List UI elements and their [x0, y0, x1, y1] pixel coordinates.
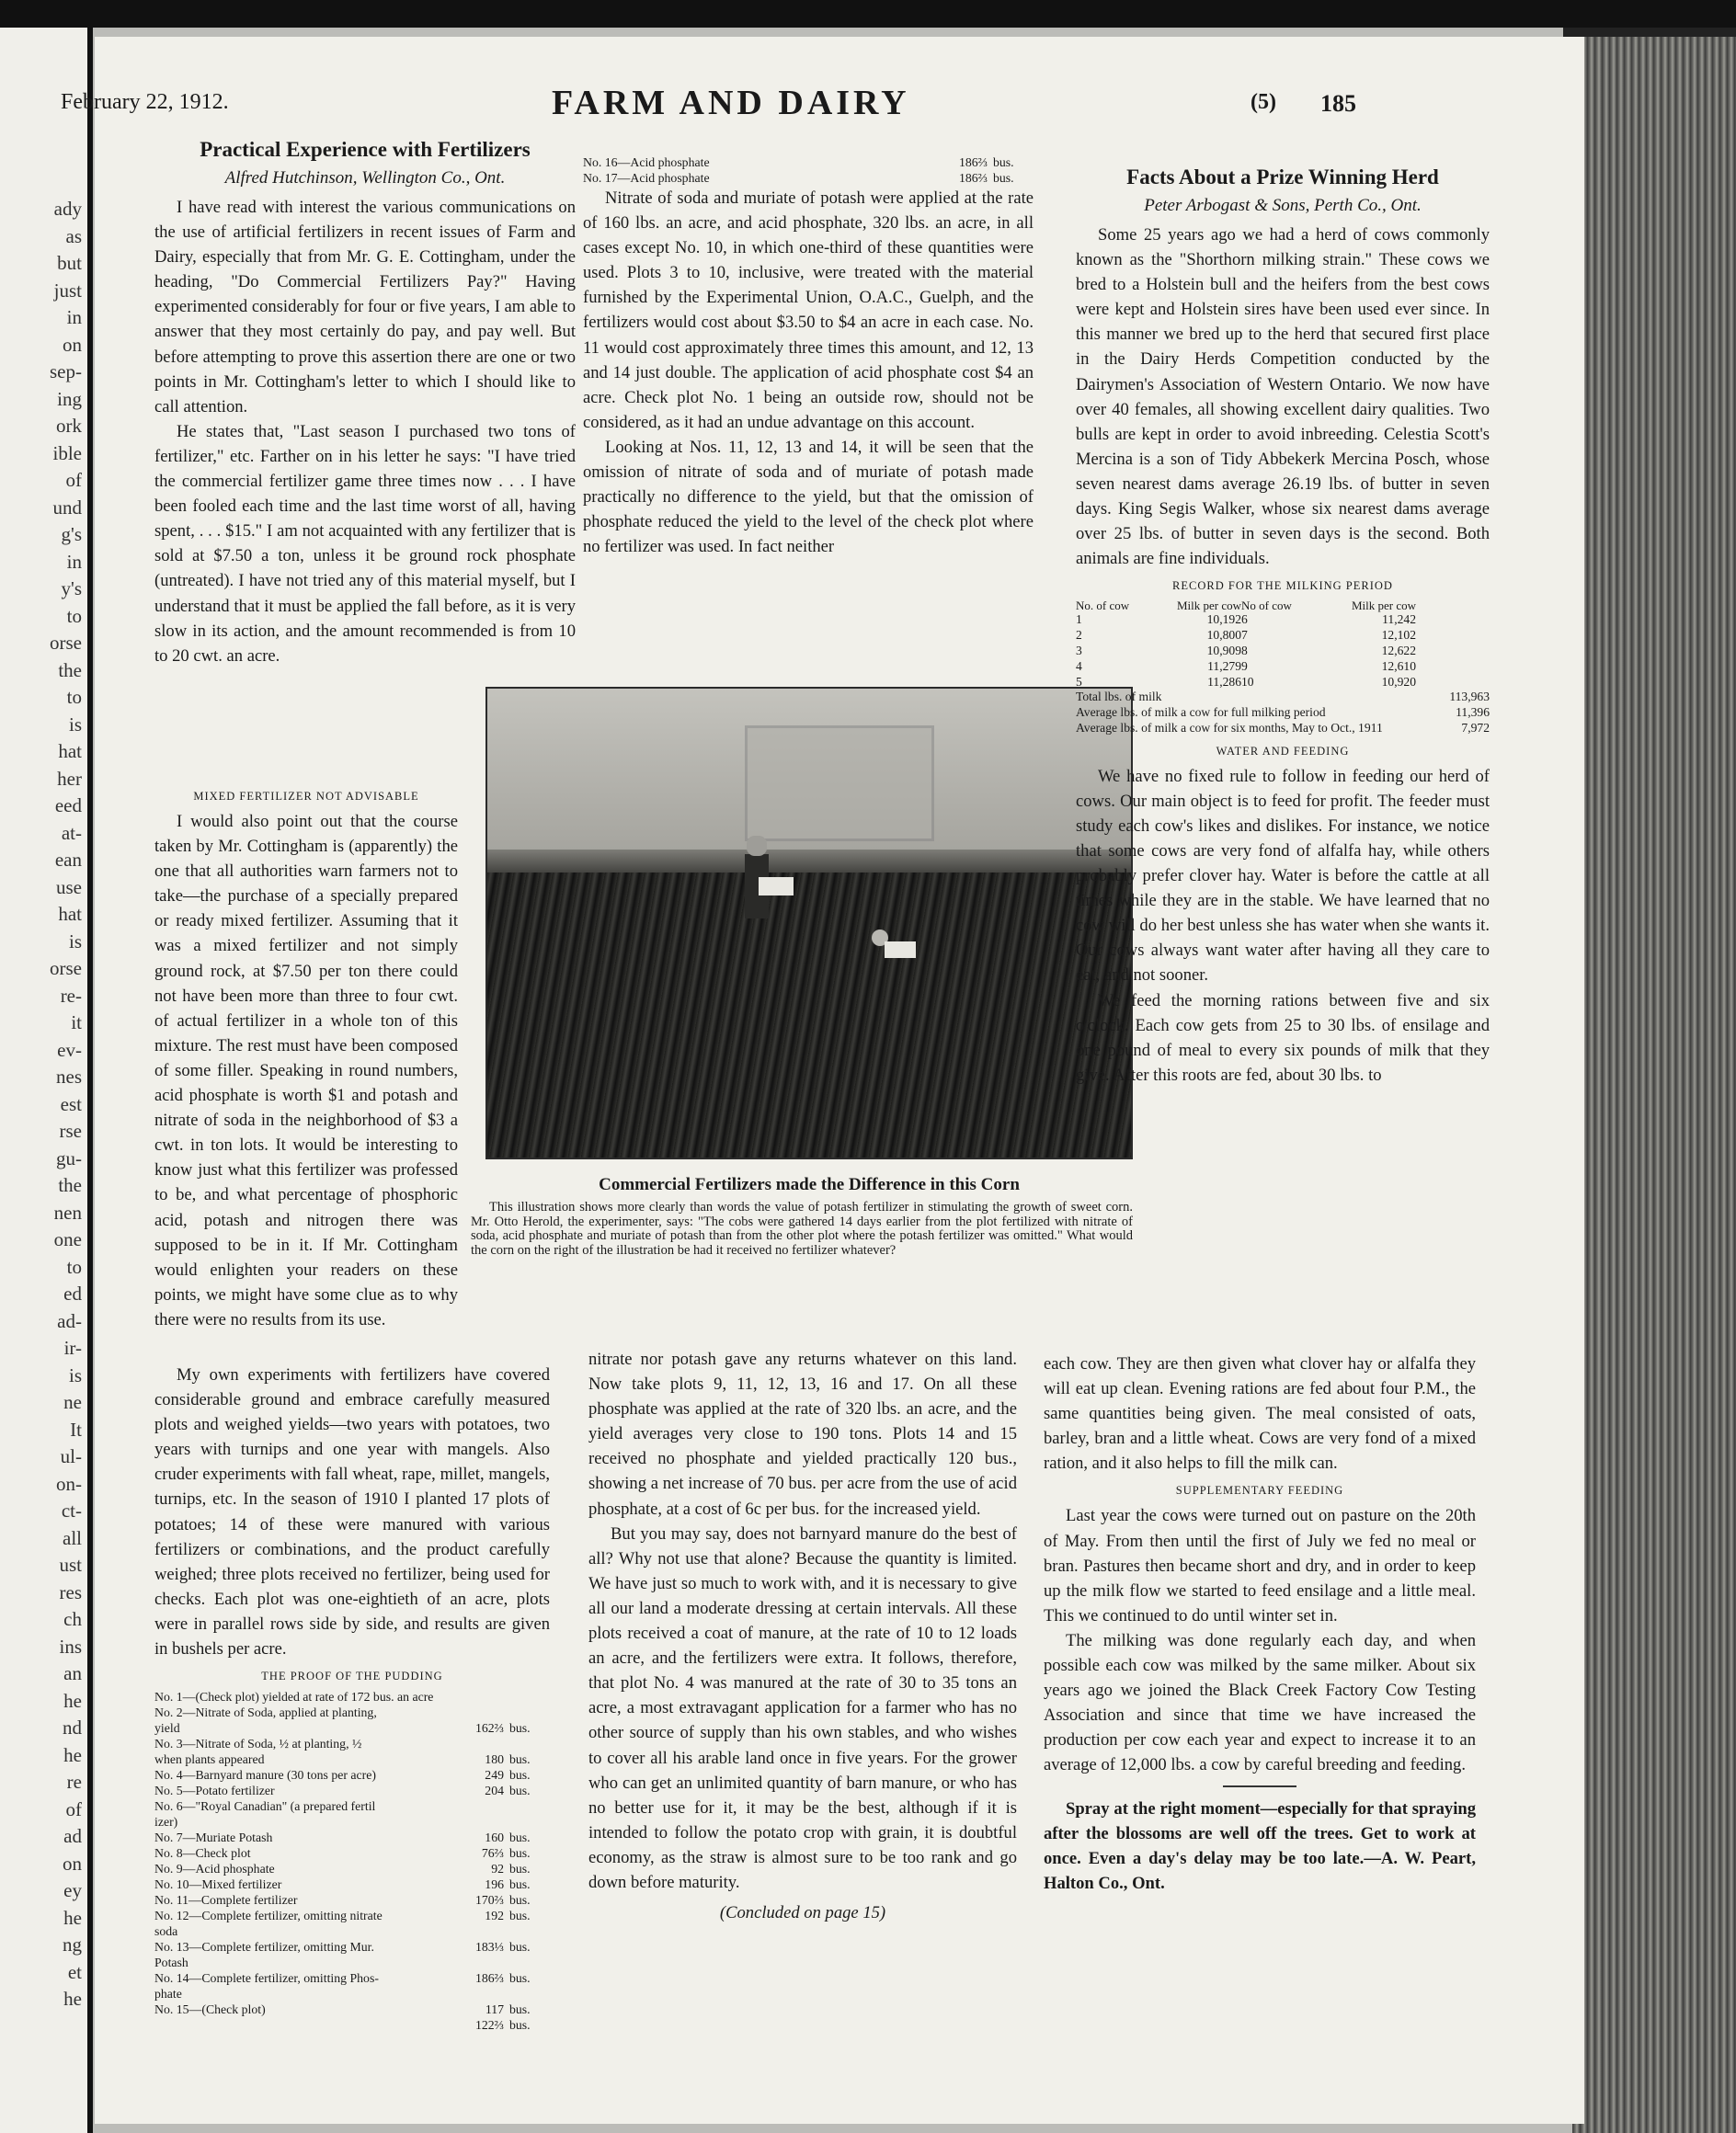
- row-label: Potash: [154, 1956, 188, 1970]
- row-label: No. 3—Nitrate of Soda, ½ at planting, ½: [154, 1737, 362, 1751]
- row-unit: [504, 1986, 550, 2002]
- adjacent-page-fragment: und: [52, 496, 82, 519]
- article2-paragraph: The milking was done regularly each day, and when possible each cow was milked by the same milker. About six years ago we joined the Black Creek Factory Cow Testing Association and since that time we have increased the production per cow each year and expect to increase it to an average of 12,000 lbs. a cow by careful breeding and feeding.: [1044, 1630, 1476, 1775]
- row-value: 186⅔: [958, 171, 988, 185]
- adjacent-page-fragment: the: [58, 658, 82, 681]
- adjacent-page-fragment: ing: [57, 387, 82, 410]
- page-header: [0, 44, 1471, 122]
- row-label: No. 9—Acid phosphate: [154, 1862, 275, 1876]
- row-unit: bus.: [509, 1721, 531, 1736]
- adjacent-page-fragment: all: [63, 1526, 82, 1549]
- row-value: 92: [491, 1862, 504, 1876]
- row-unit: [504, 1955, 550, 1970]
- corn-field-photo: [485, 687, 1133, 1159]
- adjacent-page-fragment: hat: [58, 903, 82, 925]
- row-label: No. 5—Potato fertilizer: [154, 1784, 275, 1798]
- record-cell: 1: [1076, 612, 1082, 627]
- adjacent-page-fragment: of: [65, 469, 82, 491]
- row-label: No. 7—Muriate Potash: [154, 1831, 273, 1845]
- row-label: No. 4—Barnyard manure (30 tons per acre): [154, 1768, 376, 1783]
- article2-byline: Peter Arbogast & Sons, Perth Co., Ont.: [1144, 196, 1422, 215]
- article1-column-1-narrow: [154, 781, 458, 1332]
- row-value: 183⅓: [474, 1940, 504, 1955]
- record-row: [1076, 644, 1490, 659]
- adjacent-page-fragment: g's: [61, 523, 82, 545]
- page-number: 185: [1320, 90, 1356, 117]
- article1-paragraph: He states that, "Last season I purchased two tons of fertilizer," etc. Farther on in his letter he says: "I have tried the commercial fertilizer game three times now . . . I have been fooled each time and the last time worst of all, having spent, . . . $15." I am not acquainted with any fertilizer that is sold at $7.50 a ton, unless it be ground rock phosphate (untreated). I have not tried any of this material myself, but I understand that it must be applied the fall before, as it is very slow in its action, and the amount recommended is from 10 to 20 cwt. an acre.: [154, 421, 576, 666]
- row-value: 186⅔: [474, 1971, 504, 1986]
- table-row: [154, 1876, 550, 1892]
- adjacent-page-fragment: ad: [63, 1825, 82, 1847]
- adjacent-page-fragment: is: [68, 713, 82, 736]
- record-header: Milk per cow: [1176, 599, 1241, 613]
- row-value: 186⅔: [958, 155, 988, 169]
- row-unit: bus.: [509, 1831, 531, 1845]
- article1-column-1-lower: [154, 1363, 550, 2033]
- adjacent-page-fragment: y's: [61, 577, 82, 599]
- adjacent-page-fragment: on: [63, 1852, 82, 1875]
- table-row: [154, 1845, 550, 1861]
- row-value: [451, 1955, 504, 1970]
- row-value: 196: [485, 1877, 504, 1892]
- table-row: [154, 1955, 550, 1970]
- adjacent-page-fragment: ev-: [57, 1038, 82, 1061]
- table-row: [154, 1751, 550, 1767]
- adjacent-page-fragment: in: [66, 306, 82, 328]
- row-unit: [504, 1798, 550, 1814]
- table-row: [583, 154, 1034, 170]
- table-row: [154, 1861, 550, 1876]
- table-row: [154, 1814, 550, 1830]
- adjacent-page-fragment: ins: [59, 1635, 82, 1658]
- photo-billboard: [745, 725, 934, 841]
- adjacent-page-fragment: ad-: [57, 1309, 82, 1332]
- row-unit: [504, 1814, 550, 1830]
- row-value: [451, 1798, 504, 1814]
- adjacent-page-fragment: her: [57, 767, 82, 790]
- row-label: phate: [154, 1987, 182, 2002]
- adjacent-page-fragment: at-: [61, 821, 82, 844]
- row-value: 192: [485, 1909, 504, 1923]
- table-row: [154, 1767, 550, 1783]
- article2-paragraph: Some 25 years ago we had a herd of cows commonly known as the "Shorthorn milking strain." These cows we bred to a Holstein bull and the heifers from the best cows were kept and Holstein sires have been used ever since. In this manner we bred up to the herd that secured first place in the Dairy Herds Competition conducted by the Dairymen's Association of Western Ontario. We now have over 40 females, all showing excellent dairy qualities. Two bulls are kept in order to avoid inbreeding. Celestia Scott's Mercina is a son of Tidy Abbekerk Mercina Posch, whose seven nearest dams average 26.19 lbs. of butter in seven days. King Segis Walker, whose six nearest dams average over 25 lbs. of butter in seven days is the second. Both animals are fine individuals.: [1076, 225, 1490, 569]
- table-row: [154, 1689, 550, 1705]
- record-cell: 10,800: [1206, 628, 1241, 643]
- adjacent-page-fragment: ul-: [60, 1445, 82, 1467]
- adjacent-page-fragment: to: [66, 604, 82, 627]
- adjacent-page-fragment: ng: [63, 1933, 82, 1956]
- article1-subhead: MIXED FERTILIZER NOT ADVISABLE: [193, 790, 419, 803]
- record-row: [1076, 612, 1490, 628]
- row-label: when plants appeared: [154, 1752, 265, 1767]
- continued-notice: (Concluded on page 15): [719, 1903, 886, 1923]
- article1-column-2: [583, 154, 1034, 559]
- row-unit: [504, 1736, 550, 1751]
- row-unit: bus.: [509, 2018, 531, 2033]
- row-label: yield: [154, 1721, 180, 1736]
- row-value: 122⅔: [474, 2018, 504, 2033]
- scan-top-border: [0, 0, 1736, 28]
- adjacent-page-fragment: res: [59, 1580, 82, 1603]
- record-cell: 11,242: [1382, 612, 1416, 627]
- record-cell: 6: [1241, 612, 1248, 627]
- table-row: [154, 1970, 550, 1986]
- article1-paragraph: nitrate nor potash gave any returns whatever on this land. Now take plots 9, 11, 12, 13, 16 and 17. On all these phosphate was applied at the rate of 320 lbs. an acre, and the yield averages very close to 190 tons. Plots 14 and 15 received no phosphate and yielded practically 120 bus., showing a net increase of 70 bus. per acre from the use of acid phosphate, at a cost of 6c per bus. for the increased yield.: [588, 1350, 1017, 1519]
- row-unit: bus.: [509, 1752, 531, 1767]
- adjacent-page-sliver: [0, 28, 93, 2133]
- record-cell: 12,102: [1381, 628, 1416, 643]
- row-label: No. 6—"Royal Canadian" (a prepared fertil: [154, 1799, 376, 1814]
- table-row: [154, 2002, 550, 2017]
- spray-tip: Spray at the right moment—especially for that spraying after the blossoms are well off the trees. Get to work at once. Even a day's delay may be too late.—A. W. Peart, Halton Co., Ont.: [1044, 1798, 1476, 1893]
- article2-paragraph: each cow. They are then given what clover hay or alfalfa they will eat up clean. Evening rations are fed about four P.M., the same quantities being given. The meal consisted of oats, barley, bran and a little wheat. Cows are very fond of a mixed ration, and it also helps to fill the milk can.: [1044, 1354, 1476, 1474]
- adjacent-page-fragment: sep-: [50, 360, 82, 382]
- record-total-row: [1076, 690, 1490, 705]
- record-header: No. of cow: [1076, 599, 1130, 613]
- photo-caption-text: This illustration shows more clearly than words the value of potash fertilizer in stimulating the growth of sweet corn. Mr. Otto Herold, the experimenter, says: "The cobs were gathered 14 days earlier from the plot fertilized with nitrate of soda, acid phosphate and muriate of potash than from the other plot where the potash fertilizer was omitted." What would the corn on the right of the illustration be had it received no fertilizer whatever?: [471, 1200, 1133, 1258]
- adjacent-page-fragment: ed: [63, 1283, 82, 1305]
- row-value: [451, 1814, 504, 1830]
- adjacent-page-fragment: ct-: [61, 1500, 82, 1522]
- adjacent-page-fragment: ible: [52, 441, 82, 464]
- proof-table: [154, 1689, 550, 2033]
- row-unit: bus.: [509, 1877, 531, 1892]
- adjacent-page-fragment: use: [56, 875, 82, 898]
- record-row: [1076, 675, 1490, 690]
- table-row: [154, 1892, 550, 1908]
- row-value: [451, 1689, 504, 1705]
- row-value: 160: [485, 1831, 504, 1845]
- adjacent-page-fragment: as: [65, 224, 82, 247]
- photo-corn-field: [487, 873, 1131, 1158]
- adjacent-page-fragment: in: [66, 550, 82, 573]
- table-row: [154, 1830, 550, 1845]
- milking-record-table: [1076, 599, 1490, 736]
- row-label: No. 17—Acid phosphate: [583, 171, 710, 185]
- record-header: Milk per cow: [1351, 599, 1416, 613]
- record-total-label: Average lbs. of milk a cow for six months, May to Oct., 1911: [1076, 720, 1383, 735]
- article1-paragraph: Nitrate of soda and muriate of potash were applied at the rate of 160 lbs. an acre, and acid phosphate, 320 lbs. an acre, in all cases except No. 10, in which one-third of these quantities were used. Plots 3 to 10, inclusive, were treated with the material furnished by the Experimental Union, O.A.C., Guelph, and the fertilizers would cost about $3.50 to $4 an acre in each case. No. 11 would cost approximately three times this amount, and 12, 13 and 14 just double. The application of acid phosphate cost $4 an acre. Check plot No. 1 being an outside row, should not be considered, as it had an undue advantage on this account.: [583, 188, 1034, 432]
- adjacent-page-fragment: ch: [63, 1608, 82, 1630]
- article1-paragraph: I would also point out that the course taken by Mr. Cottingham is (apparently) the one that all authorities warn farmers not to take—the purchase of a specially prepared or ready mixed fertilizer. Assuming that it was a mixed fertilizer and not simply ground rock, at $7.50 per ton there could not have been more than three to four cwt. of actual fertilizer in a whole ton of this mixture. The rest must have been composed of some filler. Speaking in round numbers, acid phosphate is worth $1 and potash and nitrate of soda in the neighborhood of $3 a cwt. in ton lots. It would be interesting to know just what this fertilizer was professed to be, and what percentage of phosphoric acid, potash and nitrogen there was supposed to be in it. If Mr. Cottingham would enlighten your readers on these points, we might have some clue as to why there were no results from its use.: [154, 812, 458, 1329]
- record-cell: 11,286: [1207, 674, 1241, 689]
- record-total-value: 11,396: [1456, 705, 1490, 720]
- row-label: No. 15—(Check plot): [154, 2002, 266, 2017]
- adjacent-page-fragment: the: [58, 1174, 82, 1196]
- row-label: No. 11—Complete fertilizer: [154, 1893, 298, 1908]
- row-label: No. 14—Complete fertilizer, omitting Phos-: [154, 1971, 379, 1986]
- record-cell: 8: [1241, 643, 1248, 657]
- adjacent-page-fragment: et: [67, 1960, 82, 1983]
- row-label: No. 10—Mixed fertilizer: [154, 1877, 282, 1892]
- row-unit: [504, 1923, 550, 1939]
- adjacent-page-fragment: he: [63, 1743, 82, 1766]
- record-cell: 3: [1076, 643, 1082, 657]
- row-value: 204: [485, 1784, 504, 1798]
- record-header-row: [1076, 599, 1490, 612]
- adjacent-page-fragment: nen: [53, 1201, 82, 1224]
- book-page-edges: [1572, 37, 1736, 2133]
- row-label: No. 12—Complete fertilizer, omitting nitrate: [154, 1909, 383, 1923]
- divider-rule: [1223, 1785, 1296, 1787]
- adjacent-page-fragment: just: [53, 279, 82, 302]
- article2-title: Facts About a Prize Winning Herd: [1126, 165, 1439, 188]
- row-unit: [504, 1705, 550, 1720]
- table-row: [154, 1798, 550, 1814]
- article2-subhead: WATER AND FEEDING: [1216, 744, 1350, 758]
- section-number: (5): [1251, 90, 1276, 114]
- adjacent-page-fragment: orse: [50, 957, 82, 979]
- table-row: [154, 1908, 550, 1923]
- adjacent-page-fragment: he: [63, 1988, 82, 2010]
- table-row: [154, 1736, 550, 1751]
- adjacent-page-fragment: nd: [63, 1717, 82, 1739]
- row-label: [154, 2017, 451, 2033]
- record-cell: 7: [1241, 628, 1248, 643]
- adjacent-page-fragment: gu-: [56, 1146, 82, 1169]
- row-value: 117: [485, 2002, 504, 2017]
- record-total-label: Average lbs. of milk a cow for full milking period: [1076, 705, 1326, 720]
- adjacent-page-fragment: an: [63, 1662, 82, 1684]
- adjacent-page-fragment: to: [66, 1255, 82, 1278]
- adjacent-page-fragment: ady: [53, 198, 82, 220]
- row-unit: bus.: [993, 155, 1014, 169]
- adjacent-page-fragment: hat: [58, 740, 82, 762]
- record-total-value: 113,963: [1449, 690, 1490, 704]
- article1-title: Practical Experience with Fertilizers: [200, 138, 531, 161]
- table-row: [154, 1923, 550, 1939]
- row-value: 170⅔: [474, 1893, 504, 1908]
- article2-subhead: SUPPLEMENTARY FEEDING: [1175, 1484, 1344, 1498]
- article1-paragraph: My own experiments with fertilizers have covered considerable ground and embrace carefully measured plots and weighed yields—two years with potatoes, two years with turnips and one year with mangels. Also cruder experiments with fall wheat, rape, millet, mangels, turnips, etc. In the season of 1910 I planted 17 plots of potatoes; 14 of these were manured with various fertilizers or combinations, and the product carefully weighed; three plots received no fertilizer, being used for checks. Each plot was one-eightieth of an acre, plots were in parallel rows side by side, and results are given in bushels per acre.: [154, 1365, 550, 1660]
- record-total-row: [1076, 721, 1490, 736]
- photo-caption-body: [471, 1201, 1133, 1258]
- adjacent-page-fragment: ean: [54, 849, 82, 871]
- row-value: [451, 1736, 504, 1751]
- record-cell: 11,279: [1207, 658, 1241, 673]
- row-value: [451, 1705, 504, 1720]
- photo-plot-card: [885, 941, 916, 958]
- row-unit: bus.: [509, 1971, 531, 1986]
- record-total-row: [1076, 705, 1490, 721]
- row-label: soda: [154, 1924, 178, 1939]
- row-unit: bus.: [509, 1784, 531, 1798]
- row-unit: bus.: [509, 1768, 531, 1783]
- table-row: [583, 170, 1034, 186]
- record-cell: 5: [1076, 674, 1082, 689]
- adjacent-page-fragment: est: [60, 1092, 82, 1115]
- adjacent-page-fragment: on-: [56, 1472, 82, 1495]
- table-row: [154, 2017, 550, 2033]
- article1-paragraph: I have read with interest the various communications on the use of artificial fertilizers in recent issues of Farm and Dairy, especially that from Mr. G. E. Cottingham, under the heading, "Do Commercial Fertilizers Pay?" Having experimented considerably for four or five years, I am able to answer that they most certainly do pay, and pay well. But before attempting to prove this assertion there are one or two points in Mr. Cottingham's letter to which I should like to call attention.: [154, 198, 576, 416]
- adjacent-page-fragment: is: [68, 930, 82, 952]
- row-unit: bus.: [509, 2002, 531, 2017]
- article1-column-1: [154, 136, 576, 668]
- row-unit: bus.: [509, 1940, 531, 1955]
- article2-paragraph: We feed the morning rations between five and six o'clock. Each cow gets from 25 to 30 lbs. of ensilage and one pound of meal to every six pounds of milk that they give. After this roots are fed, about 30 lbs. to: [1076, 990, 1490, 1085]
- table-row: [154, 1783, 550, 1798]
- row-label: No. 1—(Check plot) yielded at rate of 172 bus. an acre: [154, 1690, 434, 1705]
- table-row: [154, 1986, 550, 2002]
- row-label: No. 2—Nitrate of Soda, applied at planting,: [154, 1705, 377, 1720]
- table-row: [154, 1720, 550, 1736]
- record-row: [1076, 659, 1490, 675]
- record-cell: 9: [1241, 658, 1248, 673]
- proof-table-continued: [583, 154, 1034, 186]
- adjacent-page-fragment: he: [63, 1906, 82, 1929]
- row-unit: [504, 1689, 550, 1705]
- issue-date: February 22, 1912.: [61, 90, 229, 114]
- article2-paragraph: Last year the cows were turned out on pasture on the 20th of May. From then until the first of July we fed no meal or bran. Pastures then became short and dry, and in order to keep up the milk flow we started to feed ensilage and a little meal. This we continued to do until winter set in.: [1044, 1506, 1476, 1625]
- row-value: [451, 1986, 504, 2002]
- row-value: 249: [485, 1768, 504, 1783]
- record-title: RECORD FOR THE MILKING PERIOD: [1172, 579, 1393, 593]
- adjacent-page-fragment: ir-: [63, 1337, 82, 1359]
- record-cell: 2: [1076, 628, 1082, 643]
- row-label: izer): [154, 1815, 178, 1830]
- row-unit: bus.: [509, 1862, 531, 1876]
- adjacent-page-fragment: it: [71, 1011, 82, 1033]
- adjacent-page-fragment: eed: [54, 794, 82, 816]
- row-label: No. 13—Complete fertilizer, omitting Mur.: [154, 1940, 374, 1955]
- row-value: 76⅔: [481, 1846, 504, 1861]
- record-cell: 10,909: [1206, 643, 1241, 657]
- record-cell: 12,610: [1381, 658, 1416, 673]
- row-value: 180: [485, 1752, 504, 1767]
- record-total-value: 7,972: [1461, 720, 1490, 735]
- record-cell: 12,622: [1381, 643, 1416, 657]
- article2-paragraph: We have no fixed rule to follow in feeding our herd of cows. Our main object is to feed for profit. The feeder must study each cow's likes and dislikes. For instance, we notice that some cows are very fond of alfalfa hay, while others probably prefer clover hay. Water is before the cattle at all times while they are in the stable. We have learned that no cow will do her best unless she has water when she wants it. Our cows always want water after having all they care to eat, and not sooner.: [1076, 766, 1490, 986]
- masthead: FARM AND DAIRY: [552, 84, 910, 122]
- article1-byline: Alfred Hutchinson, Wellington Co., Ont.: [224, 168, 506, 188]
- record-cell: 10: [1241, 674, 1254, 689]
- row-unit: bus.: [993, 171, 1014, 185]
- photo-plot-card: [759, 877, 794, 895]
- adjacent-page-fragment: is: [68, 1363, 82, 1386]
- adjacent-page-fragment: to: [66, 686, 82, 708]
- table-row: [154, 1939, 550, 1955]
- adjacent-page-fragment: ust: [59, 1554, 82, 1576]
- adjacent-page-fragment: nes: [56, 1066, 82, 1088]
- article2-column-lower: [1044, 1352, 1476, 1896]
- table-row: [154, 1705, 550, 1720]
- row-value: [451, 1923, 504, 1939]
- record-cell: 4: [1076, 658, 1082, 673]
- record-header: No of cow: [1241, 599, 1292, 613]
- adjacent-page-fragment: rse: [59, 1120, 82, 1142]
- adjacent-page-fragment: It: [70, 1418, 82, 1441]
- row-unit: bus.: [509, 1846, 531, 1861]
- record-total-label: Total lbs. of milk: [1076, 690, 1162, 704]
- adjacent-page-fragment: ne: [63, 1391, 82, 1413]
- adjacent-page-fragment: re: [66, 1771, 82, 1793]
- article2-column: [1076, 164, 1490, 1088]
- record-cell: 10,920: [1381, 674, 1416, 689]
- adjacent-page-fragment: orse: [50, 632, 82, 654]
- adjacent-page-fragment: but: [57, 252, 82, 274]
- adjacent-page-fragment: re-: [60, 984, 82, 1007]
- adjacent-page-fragment: ork: [56, 415, 82, 437]
- row-label: No. 8—Check plot: [154, 1846, 251, 1861]
- row-unit: bus.: [509, 1909, 531, 1923]
- adjacent-page-fragment: ey: [63, 1879, 82, 1901]
- article1-column-2-lower: [588, 1347, 1017, 1925]
- record-cell: 10,192: [1206, 612, 1241, 627]
- adjacent-page-fragment: he: [63, 1689, 82, 1712]
- row-label: No. 16—Acid phosphate: [583, 155, 710, 169]
- adjacent-page-fragment: one: [53, 1228, 82, 1250]
- proof-table-title: THE PROOF OF THE PUDDING: [261, 1670, 443, 1683]
- row-value: 162⅔: [474, 1721, 504, 1736]
- adjacent-page-fragment: of: [65, 1797, 82, 1820]
- article1-paragraph: Looking at Nos. 11, 12, 13 and 14, it will be seen that the omission of nitrate of soda and of muriate of potash made practically no difference to the yield, but that the omission of phosphate reduced the yield to the level of the check plot where no fertilizer was used. In fact neither: [583, 437, 1034, 557]
- adjacent-page-fragment: on: [63, 333, 82, 356]
- article1-paragraph: But you may say, does not barnyard manure do the best of all? Why not use that alone? Because the quantity is limited. We have just so much to work with, and it is necessary to give all our land a moderate dressing at certain intervals. All these plots received a coat of manure, at the rate of 10 to 12 loads an acre, and the fertilizers were extra. It follows, therefore, that plot No. 4 was manured at the rate of 30 to 35 tons an acre, a most extravagant application for a farmer who has no other source of supply than his own stables, and who wishes to cover all his arable land once in five years. For the grower who can get an unlimited quantity of barn manure, or who has no better use for it, it may be the best, although if it is intended to follow the potato crop with grain, it is doubtful economy, as the straw is almost sure to be too rank and go down before maturity.: [588, 1523, 1017, 1892]
- record-row: [1076, 628, 1490, 644]
- row-unit: bus.: [509, 1893, 531, 1908]
- photo-caption-title: Commercial Fertilizers made the Difference in this Corn: [599, 1175, 1020, 1194]
